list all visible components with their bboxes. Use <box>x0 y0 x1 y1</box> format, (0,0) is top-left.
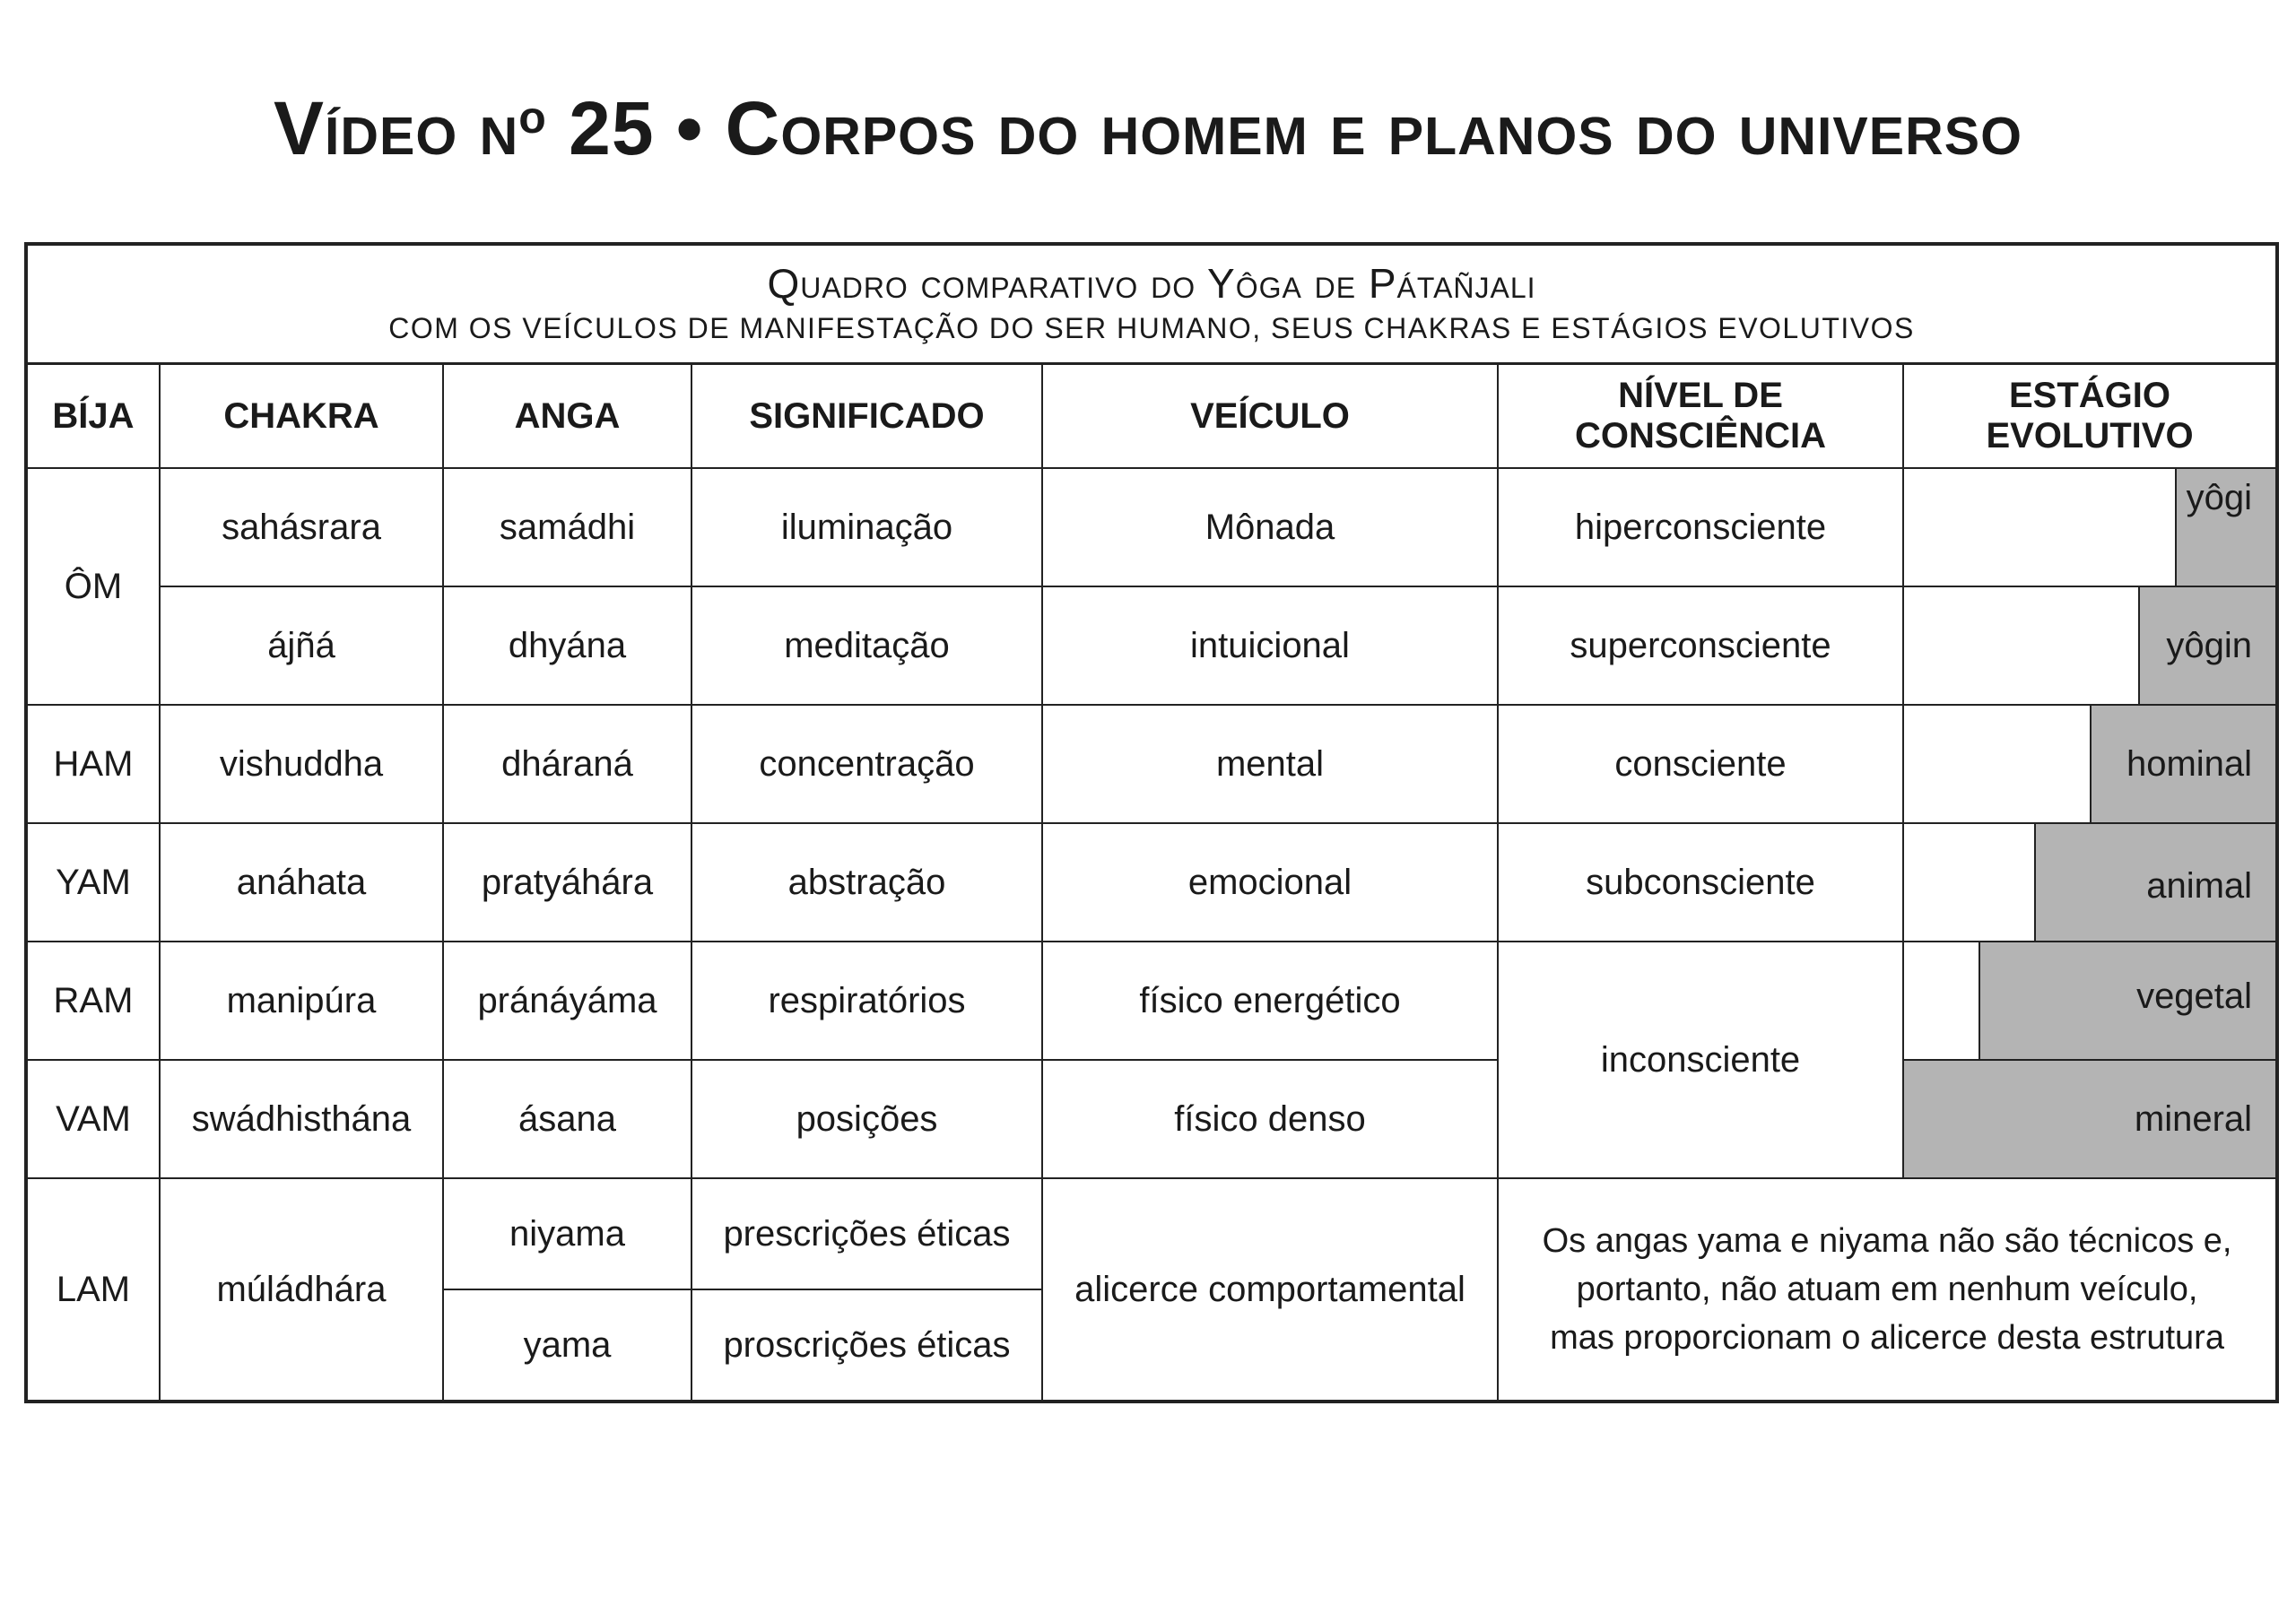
nivel-cell: inconsciente <box>1498 942 1903 1178</box>
bija-cell: YAM <box>26 823 160 942</box>
table-row <box>26 823 2277 942</box>
note-cell <box>1498 1178 2277 1402</box>
table-row <box>26 705 2277 823</box>
anga-cell: yama <box>443 1289 691 1402</box>
title-number: 25 <box>569 86 655 170</box>
table-row <box>26 468 2277 586</box>
estagio-bar <box>2034 824 2275 941</box>
nivel-cell: superconsciente <box>1498 586 1903 705</box>
header-significado: SIGNIFICADO <box>691 364 1042 469</box>
header-bija: BÍJA <box>26 364 160 469</box>
anga-cell: dháraná <box>443 705 691 823</box>
title-number-superscript: o <box>518 92 547 143</box>
anga-cell: pratyáhára <box>443 823 691 942</box>
bija-cell: RAM <box>26 942 160 1060</box>
chakra-cell: vishuddha <box>160 705 443 823</box>
estagio-cell <box>1903 1060 2277 1178</box>
estagio-cell <box>1903 468 2277 586</box>
nivel-cell: hiperconsciente <box>1498 468 1903 586</box>
estagio-bar <box>2090 706 2275 822</box>
estagio-bar <box>2138 587 2275 704</box>
title-bullet: • <box>675 86 704 170</box>
note-line: portanto, não atuam em nenhum veículo, <box>1576 1271 2198 1308</box>
significado-cell: proscrições éticas <box>691 1289 1042 1402</box>
caption-line-2: COM OS VEÍCULOS DE MANIFESTAÇÃO DO SER HUMANO, SEUS CHAKRAS E ESTÁGIOS EVOLUTIVOS <box>388 312 1915 344</box>
veiculo-cell: mental <box>1042 705 1498 823</box>
estagio-cell <box>1903 823 2277 942</box>
estagio-bar <box>2175 469 2275 586</box>
chakra-cell: swádhisthána <box>160 1060 443 1178</box>
page-title <box>0 85 2296 172</box>
anga-cell: ásana <box>443 1060 691 1178</box>
estagio-label: yôgi <box>2186 478 2253 517</box>
estagio-cell <box>1903 942 2277 1060</box>
estagio-cell <box>1903 586 2277 705</box>
note-line: mas proporcionam o alicerce desta estrutura <box>1550 1319 2224 1357</box>
significado-cell: concentração <box>691 705 1042 823</box>
table-row <box>26 1178 2277 1289</box>
header-nivel: NÍVEL DE CONSCIÊNCIA <box>1498 364 1903 469</box>
significado-cell: prescrições éticas <box>691 1178 1042 1289</box>
chakra-cell: sahásrara <box>160 468 443 586</box>
table-caption <box>26 244 2277 364</box>
veiculo-cell: físico energético <box>1042 942 1498 1060</box>
significado-cell: posições <box>691 1060 1042 1178</box>
estagio-bar <box>1979 942 2275 1059</box>
table-row <box>26 586 2277 705</box>
anga-cell: pránáyáma <box>443 942 691 1060</box>
chakra-cell: ájñá <box>160 586 443 705</box>
caption-row <box>26 244 2277 364</box>
table-row <box>26 942 2277 1060</box>
chakra-cell: manipúra <box>160 942 443 1060</box>
note-line: Os angas yama e niyama não são técnicos e, <box>1542 1222 2232 1260</box>
header-anga: ANGA <box>443 364 691 469</box>
bija-cell: ÔM <box>26 468 160 705</box>
header-veiculo: VEÍCULO <box>1042 364 1498 469</box>
bija-cell: HAM <box>26 705 160 823</box>
chakra-cell: múládhára <box>160 1178 443 1402</box>
veiculo-cell: físico denso <box>1042 1060 1498 1178</box>
estagio-bar <box>1904 1061 2275 1177</box>
chakra-cell: anáhata <box>160 823 443 942</box>
estagio-cell <box>1903 705 2277 823</box>
anga-cell: niyama <box>443 1178 691 1289</box>
significado-cell: abstração <box>691 823 1042 942</box>
significado-cell: respiratórios <box>691 942 1042 1060</box>
header-estagio: ESTÁGIO EVOLUTIVO <box>1903 364 2277 469</box>
caption-line-1: Quadro comparativo do Yôga de Pátañjali <box>767 260 1536 307</box>
veiculo-cell: emocional <box>1042 823 1498 942</box>
bija-cell: VAM <box>26 1060 160 1178</box>
anga-cell: dhyána <box>443 586 691 705</box>
veiculo-cell: Mônada <box>1042 468 1498 586</box>
estagio-label: vegetal <box>2136 976 2253 1016</box>
comparison-table <box>24 242 2279 1403</box>
significado-cell: iluminação <box>691 468 1042 586</box>
title-subject: Corpos do homem e planos do universo <box>725 86 2022 170</box>
significado-cell: meditação <box>691 586 1042 705</box>
estagio-label: yôgin <box>2166 626 2253 665</box>
nivel-cell: subconsciente <box>1498 823 1903 942</box>
table-row <box>26 1060 2277 1178</box>
title-prefix: Vídeo n <box>274 86 519 170</box>
bija-cell: LAM <box>26 1178 160 1402</box>
anga-cell: samádhi <box>443 468 691 586</box>
header-chakra: CHAKRA <box>160 364 443 469</box>
veiculo-cell: intuicional <box>1042 586 1498 705</box>
estagio-label: animal <box>2146 866 2253 906</box>
estagio-label: mineral <box>2134 1099 2253 1139</box>
nivel-cell: consciente <box>1498 705 1903 823</box>
veiculo-cell: alicerce comportamental <box>1042 1178 1498 1402</box>
estagio-label: hominal <box>2126 744 2253 784</box>
header-row <box>26 364 2277 469</box>
